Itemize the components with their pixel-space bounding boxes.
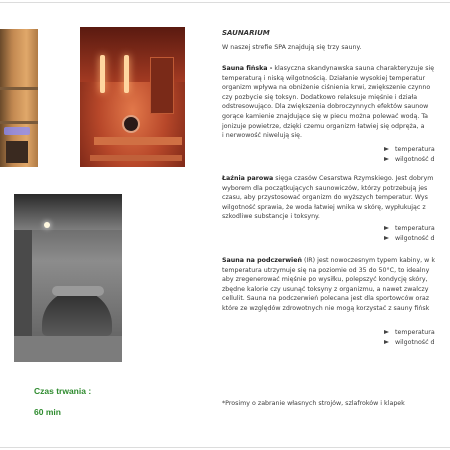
finnish-line-4: odstresowująco. Dla zwiększenia dobroczynnych efektów saunow	[222, 103, 429, 111]
steam-line-3: wilgotność sprawia, że woda łatwiej wnika w skórę, wypłukując z	[222, 203, 426, 211]
infrared-bullet-humidity: wilgotność d	[395, 339, 435, 346]
intro-text: W naszej strefie SPA znajdują się trzy sauny.	[222, 44, 362, 51]
finnish-sauna-photo	[0, 29, 38, 167]
infrared-sauna-photo	[80, 27, 185, 167]
steam-line-0: Łaźnia parowa sięga czasów Cesarstwa Rzymskiego. Jest dobrym	[222, 175, 434, 182]
infrared-line-3: zbędne kalorie czy usunąć toksyny z organizmu, a nawet zwalczy	[222, 285, 429, 293]
infrared-line-0: Sauna na podczerwień (IR) jest nowoczesnym typem kabiny, w k	[222, 257, 435, 264]
finnish-bullet-humidity: wilgotność d	[395, 156, 435, 163]
finnish-line-1: temperaturą i niską wilgotnością. Działanie wysokiej temperatur	[222, 74, 426, 82]
section-title: SAUNARIUM	[222, 29, 270, 37]
steam-bullet-humidity: wilgotność d	[395, 235, 435, 242]
steam-line-2: czasu, aby przystosować organizm do wyższych temperatur. Wys	[222, 194, 428, 202]
infrared-line-2: aby zregenerować mięśnie po wysiłku, polepszyć kondycję skóry,	[222, 276, 428, 284]
finnish-line-7: i nerwowość niwelują się.	[222, 132, 302, 140]
duration-label: Czas trwania :	[34, 386, 92, 396]
steam-bullet-temperature: temperatura	[395, 225, 435, 232]
steam-line-4: szkodliwe substancje i toksyny.	[222, 213, 320, 221]
bottom-border	[0, 447, 450, 448]
infrared-bullet-temperature: temperatura	[395, 329, 435, 336]
infrared-line-4: cellulit. Sauna na podczerwień polecana jest dla sportowców oraz	[222, 295, 430, 303]
finnish-line-0: Sauna fińska - klasyczna skandynawska sauna charakteryzuje się	[222, 65, 435, 72]
top-border	[0, 2, 450, 3]
finnish-bullet-temperature: temperatura	[395, 146, 435, 153]
finnish-line-6: jonizuje powietrze, dzięki czemu organizm łatwiej się odpręża, a	[222, 122, 425, 130]
finnish-line-5: gorące kamienie znajdujące się w piecu można polewać wodą. Ta	[222, 113, 428, 120]
steam-name: Łaźnia parowa	[222, 175, 274, 182]
steam-line-1: wyborem dla początkujących saunowiczów, którzy potrzebują jes	[222, 184, 428, 192]
finnish-name: Sauna fińska -	[222, 65, 273, 72]
infrared-line-5: które ze względów zdrowotnych nie mogą korzystać z sauny fińsk	[222, 305, 430, 312]
finnish-line-3: czy pozbycie się toksyn. Dodatkowo relaksuje mięśnie i działa	[222, 93, 418, 101]
infrared-name: Sauna na podczerwień	[222, 257, 302, 264]
finnish-line-2: organizm wpływa na obniżenie ciśnienia krwi, zwiększenie czynno	[222, 84, 431, 92]
duration-value: 60 min	[34, 407, 61, 417]
steam-bath-photo	[14, 194, 122, 362]
footnote: *Prosimy o zabranie własnych strojów, szlafroków i klapek	[222, 400, 405, 407]
infrared-line-1: temperatura utrzymuje się na poziomie od 35 do 50°C, to idealny	[222, 266, 430, 274]
